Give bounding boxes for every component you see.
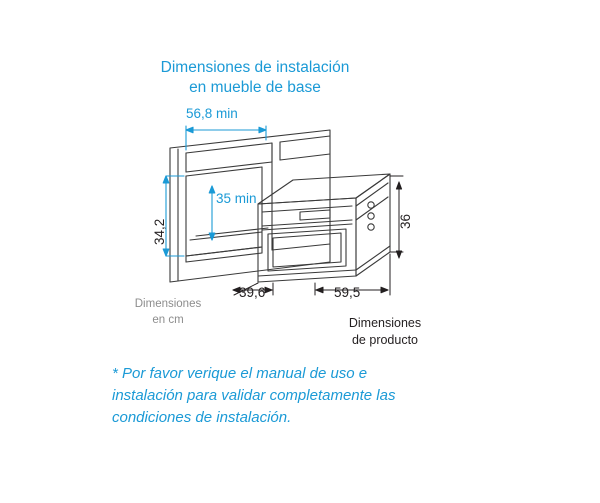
caption-units <box>120 296 216 328</box>
caption-units-line-1: Dimensiones <box>134 298 202 310</box>
note-line-2: instalación para validar completamente las <box>112 387 396 404</box>
label-product-height: 36 <box>398 213 413 229</box>
installation-note <box>112 363 442 429</box>
cabinet-outline <box>170 130 330 282</box>
caption-product-line-2: de producto <box>351 333 419 347</box>
title-line-1: Dimensiones de instalación <box>160 59 350 76</box>
label-width-min: 56,8 min <box>186 106 238 121</box>
caption-units-line-2: en cm <box>152 314 184 326</box>
note-line-3: condiciones de instalación. <box>112 409 292 426</box>
label-height-niche: 34,2 <box>152 218 167 245</box>
label-product-width: 59,5 <box>334 285 361 300</box>
diagram-title <box>100 58 410 98</box>
label-product-depth: 39,6 <box>239 285 266 300</box>
label-depth-min: 35 min <box>216 191 257 206</box>
oven-drawing <box>258 174 390 282</box>
caption-product <box>330 315 440 349</box>
title-line-2: en mueble de base <box>189 79 321 96</box>
caption-product-line-1: Dimensiones <box>348 316 422 330</box>
note-line-1: * Por favor verique el manual de uso e <box>112 365 368 382</box>
